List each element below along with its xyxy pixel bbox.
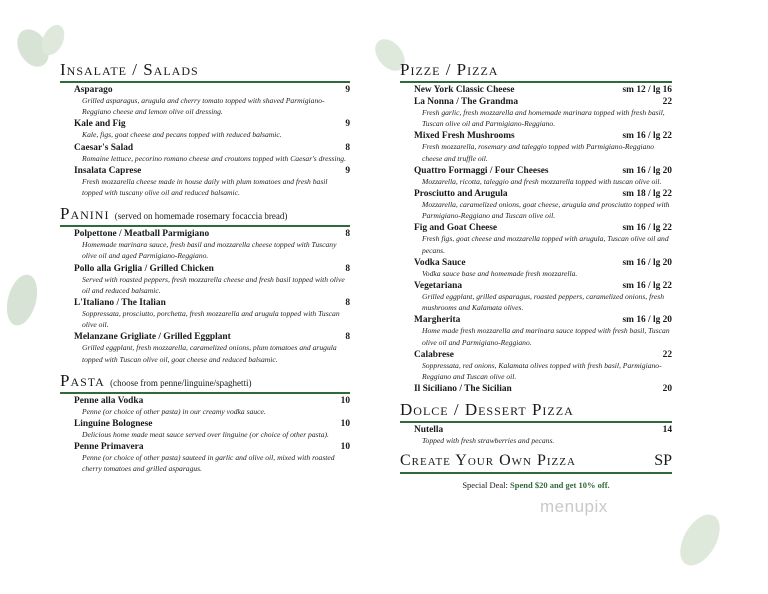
menu-item-name: Vegetariana xyxy=(414,281,463,292)
menu-item-name: Il Siciliano / The Sicilian xyxy=(414,384,512,395)
menu-item-row xyxy=(60,264,350,274)
menu-item-name: Pollo alla Griglia / Grilled Chicken xyxy=(74,263,214,274)
create-your-own-row xyxy=(400,452,672,474)
menu-item xyxy=(400,85,672,95)
menu-item-price: 9 xyxy=(345,165,350,176)
menu-item-row xyxy=(60,143,350,153)
panini-title: Panini xyxy=(60,204,110,224)
menu-item-row xyxy=(60,442,350,452)
left-column xyxy=(60,60,350,481)
menu-item xyxy=(60,85,350,117)
menu-item-name: Asparago xyxy=(74,85,113,95)
menu-item-description: Penne (or choice of other pasta) in our creamy vodka sauce. xyxy=(82,406,266,416)
leaf-decoration-bottom-right xyxy=(665,500,735,580)
menu-item xyxy=(60,264,350,296)
menu-item-name: Penne alla Vodka xyxy=(74,395,144,406)
menu-item-description: Delicious home made meat sauce served over linguine (or choice of other pasta). xyxy=(82,430,329,440)
menu-item-row xyxy=(400,258,672,268)
create-your-own-title: Create Your Own Pizza xyxy=(400,452,576,470)
menu-item-price: 8 xyxy=(345,142,350,153)
section-title-panini xyxy=(60,204,350,227)
section-title-pasta xyxy=(60,371,350,394)
menu-item-price: sm 16 / lg 22 xyxy=(622,131,672,142)
menu-item-name: L'Italiano / The Italian xyxy=(74,298,166,309)
menu-item-name: Kale and Fig xyxy=(74,119,126,130)
panini-note: (served on homemade rosemary focaccia bread) xyxy=(114,211,288,222)
special-deal-label: Special Deal: xyxy=(462,480,508,491)
menu-item-price: 14 xyxy=(662,425,672,436)
pasta-note: (choose from penne/linguine/spaghetti) xyxy=(110,377,252,388)
menu-item-price: 10 xyxy=(340,395,350,406)
menu-item-name: Fig and Goat Cheese xyxy=(414,223,498,234)
menu-item-row xyxy=(400,131,672,141)
menu-item-row xyxy=(400,223,672,233)
menu-item-price: 10 xyxy=(340,442,350,453)
menu-item xyxy=(60,119,350,140)
menu-item-row xyxy=(60,229,350,239)
menu-item-price: 8 xyxy=(345,229,350,240)
menu-item-description: Fresh garlic, fresh mozzarella and homemade marinara topped with fresh basil, Tuscan olive oil and Parmigiano-Reggiano. xyxy=(422,108,665,129)
menu-item xyxy=(400,258,672,279)
menu-item-description: Homemade marinara sauce, fresh basil and mozzarella cheese topped with Tuscany olive oil and aged Parmigiano-Reggiano. xyxy=(82,240,337,261)
menu-item-row xyxy=(60,332,350,342)
menu-item-price: 22 xyxy=(662,97,672,107)
menu-item-row xyxy=(60,85,350,95)
menu-item-row xyxy=(400,189,672,199)
menu-item-row xyxy=(60,419,350,429)
section-dolce xyxy=(400,400,672,446)
menu-item xyxy=(400,189,672,221)
menu-item xyxy=(400,425,672,446)
section-panini xyxy=(60,204,350,365)
menu-item xyxy=(400,281,672,313)
create-your-own-price: SP xyxy=(654,452,672,470)
menu-item xyxy=(400,384,672,394)
section-title-pizze: Pizze / Pizza xyxy=(400,60,672,83)
menu-item-name: Penne Primavera xyxy=(74,442,144,453)
menu-item xyxy=(60,229,350,261)
menu-item-description: Soppressata, prosciutto, porchetta, fresh mozzarella and arugula topped with Tuscan olive oil. xyxy=(82,309,340,330)
pasta-title: Pasta xyxy=(60,370,105,390)
menu-item-row xyxy=(60,119,350,129)
menu-item-row xyxy=(400,350,672,360)
section-title-dolce: Dolce / Dessert Pizza xyxy=(400,400,672,423)
menu-item-description: Served with roasted peppers, fresh mozzarella cheese and fresh basil topped with olive oil and reduced balsamic. xyxy=(82,274,345,295)
menu-item-name: Nutella xyxy=(414,425,444,436)
menu-item-price: 20 xyxy=(662,384,672,395)
menu-item-description: Mozzarella, ricotta, taleggio and fresh mozzarella topped with tuscan olive oil. xyxy=(422,176,662,186)
menu-item-row xyxy=(60,396,350,406)
menu-item-row xyxy=(400,97,672,107)
menu-item-name: Polpettone / Meatball Parmigiano xyxy=(74,229,210,240)
menu-item-price: 8 xyxy=(345,263,350,274)
menu-item-description: Fresh mozzarella, rosemary and taleggio topped with Parmigiano-Reggiano cheese and truffle oil. xyxy=(422,142,655,163)
menu-item-price: sm 16 / lg 20 xyxy=(622,257,672,268)
menu-item-price: sm 16 / lg 22 xyxy=(622,281,672,292)
menu-item xyxy=(60,396,350,417)
watermark: menupix xyxy=(540,497,608,516)
menu-item-price: 9 xyxy=(345,85,350,95)
menu-item-description: Grilled eggplant, fresh mozzarella, caramelized onions, plum tomatoes and arugula topped with Tuscan olive oil, goat cheese and reduced balsamic. xyxy=(82,343,337,364)
menu-item-name: Margherita xyxy=(414,315,461,326)
menu-item-name: Melanzane Grigliate / Grilled Eggplant xyxy=(74,332,231,343)
menu-item-name: Caesar's Salad xyxy=(74,142,134,153)
menu-item-description: Kale, figs, goat cheese and pecans topped with reduced balsamic. xyxy=(82,130,282,140)
section-title-insalate: Insalate / Salads xyxy=(60,60,350,83)
menu-item xyxy=(60,143,350,164)
menu-item-description: Penne (or choice of other pasta) sauteed in garlic and olive oil, mixed with roasted cherry tomatoes and grilled asparagus. xyxy=(82,453,335,474)
menu-item xyxy=(400,350,672,382)
menu-item-description: Romaine lettuce, pecorino romano cheese and croutons topped with Caesar's dressing. xyxy=(82,153,346,163)
leaf-decoration-mid-left xyxy=(0,255,50,345)
menu-item-price: 22 xyxy=(662,349,672,360)
menu-item-name: Mixed Fresh Mushrooms xyxy=(414,131,515,142)
menu-item-description: Fresh mozzarella cheese made in house daily with plum tomatoes and fresh basil topped with tuscany olive oil and reduced balsamic. xyxy=(82,176,328,198)
menu-item-name: La Nonna / The Grandma xyxy=(414,97,519,107)
menu-item xyxy=(60,419,350,440)
menu-item-price: sm 16 / lg 20 xyxy=(622,165,672,176)
menu-item-price: 8 xyxy=(345,332,350,343)
menu-item-description: Mozzarella, caramelized onions, goat cheese, arugula and prosciutto topped with Parmigiano-Reggiano and Tuscan olive oil. xyxy=(422,200,670,221)
special-deal-offer: Spend $20 and get 10% off. xyxy=(510,480,610,491)
section-pizze xyxy=(400,60,672,394)
menu-item-row xyxy=(400,281,672,291)
menu-item-row xyxy=(60,298,350,308)
section-pasta xyxy=(60,371,350,475)
menu-item-name: Vodka Sauce xyxy=(414,257,466,268)
menu-item xyxy=(60,332,350,364)
menu-item-description: Home made fresh mozzarella and marinara sauce topped with fresh basil, Tuscan olive oil and Parmigiano-Reggiano. xyxy=(422,326,670,347)
menu-item-price: 10 xyxy=(340,419,350,430)
menu-item-name: Linguine Bolognese xyxy=(74,419,153,430)
right-column xyxy=(400,60,672,490)
menu-item-price: sm 16 / lg 22 xyxy=(622,223,672,234)
menu-item-description: Topped with fresh strawberries and pecans. xyxy=(422,436,555,446)
menu-item-price: 8 xyxy=(345,298,350,309)
menu-item-description: Fresh figs, goat cheese and mozzarella topped with arugula, Tuscan olive oil and pecans. xyxy=(422,234,669,255)
menu-item xyxy=(400,166,672,187)
menu-item-row xyxy=(400,384,672,394)
menu-item xyxy=(400,223,672,255)
menu-item-name: Calabrese xyxy=(414,349,454,360)
menu-item-name: Quattro Formaggi / Four Cheeses xyxy=(414,165,549,176)
menu-item xyxy=(60,298,350,330)
menu-item xyxy=(60,166,350,198)
menu-item-row xyxy=(400,166,672,176)
menu-item-row xyxy=(400,85,672,95)
special-deal xyxy=(400,480,672,490)
menu-item-description: Grilled eggplant, grilled asparagus, roasted peppers, caramelized onions, fresh mushrooms and Kalamata olives. xyxy=(422,292,665,313)
menu-item-row xyxy=(400,315,672,325)
menu-item-description: Soppressata, red onions, Kalamata olives topped with fresh basil, Parmigiano-Reggiano and Tuscan olive oil. xyxy=(422,360,662,382)
menu-item xyxy=(400,315,672,347)
menu-item xyxy=(60,442,350,474)
menu-item-name: New York Classic Cheese xyxy=(414,85,515,95)
menu-item-name: Prosciutto and Arugula xyxy=(414,189,508,200)
menu-item xyxy=(400,131,672,163)
menu-item-description: Vodka sauce base and homemade fresh mozzarella. xyxy=(422,268,578,278)
menu-item-description: Grilled asparagus, arugula and cherry tomato topped with shaved Parmigiano-Reggiano cheese and lemon olive oil dressing. xyxy=(82,96,325,117)
menu-item-row xyxy=(60,166,350,176)
menu-item-price: 9 xyxy=(345,119,350,130)
menu-item-name: Insalata Caprese xyxy=(74,165,142,176)
menu-item-row xyxy=(400,425,672,435)
section-insalate xyxy=(60,60,350,198)
menu-item-price: sm 18 / lg 22 xyxy=(622,189,672,200)
menu-item xyxy=(400,97,672,129)
menu-item-price: sm 12 / lg 16 xyxy=(622,85,672,95)
menu-item-price: sm 16 / lg 20 xyxy=(622,315,672,326)
